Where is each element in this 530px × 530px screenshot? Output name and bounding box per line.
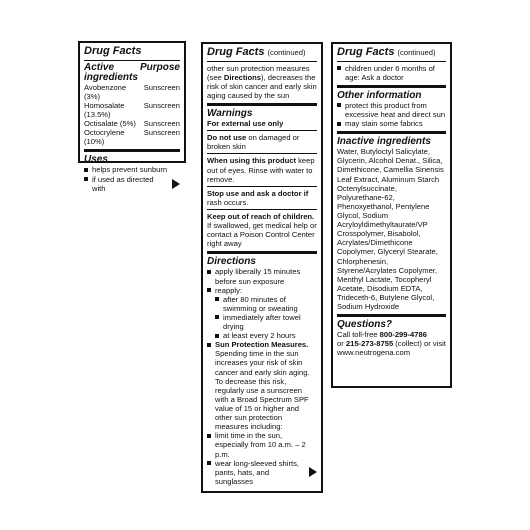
ingredient-name: Homosalate (13.5%) xyxy=(84,100,125,119)
divider xyxy=(84,60,180,61)
list-item: Sun Protection Measures. Spending time in the sun increases your risk of skin cancer and early skin aging. To decrease this risk, regularly use a sunscreen with a Broad Spectrum SPF value of 15 or higher and other sun protection measures including: xyxy=(207,340,317,431)
ingredient-name: Avobenzone (3%) xyxy=(84,82,127,101)
list-item: after 80 minutes of swimming or sweating xyxy=(215,295,317,313)
continue-arrow-icon xyxy=(172,179,180,189)
ingredient-name: Octocrylene (10%) xyxy=(84,128,125,147)
ingredient-name: Octisalate (5%) xyxy=(84,119,136,129)
ingredient-row xyxy=(84,101,180,119)
uses-title: Uses xyxy=(84,154,108,166)
list-item: limit time in the sun, especially from 10 a.m. – 2 p.m. xyxy=(207,431,317,458)
keep-out-text: Keep out of reach of children. If swallowed, get medical help or contact a Poison Control Center right away xyxy=(207,211,317,249)
questions-text: Call toll-free 800-299-4786 or 215-273-8755 (collect) or visit www.neutrogena.com xyxy=(337,330,446,358)
other-information-title: Other information xyxy=(337,89,422,101)
list-item: may stain some fabrics xyxy=(337,119,446,128)
divider xyxy=(207,209,317,210)
active-ingredients-list xyxy=(84,83,180,147)
ingredient-purpose: Sunscreen xyxy=(143,100,180,110)
stop-use-text: Stop use and ask a doctor if rash occurs. xyxy=(207,188,309,207)
uses-continued-text: other sun protection measures (see Directions), decreases the risk of skin cancer and early skin aging caused by the sun xyxy=(207,63,317,100)
list-item: wear long-sleeved shirts, pants, hats, and sunglasses xyxy=(207,459,317,486)
ingredient-purpose: Sunscreen xyxy=(143,128,180,138)
divider xyxy=(207,130,317,131)
inactive-ingredients-text: Water, Butyloctyl Salicylate, Glycerin, Alcohol Denat., Silica, Dimethicone, Camellia Sinensis Leaf Extract, Aluminum Starch Octenylsuccinate, Polyurethane-62, Phenoxyethanol, Pentylene Glycol, Sodium Acryloyldimethyltaurate/VP Crosspolymer, Bisabolol, Acrylates/Dimethicone Copolymer, Glyceryl Stearate, Chlorphenesin, Styrene/Acrylates Copolymer, Menthyl Lactate, Tocopheryl Acetate, Disodium EDTA, Trideceth-6, Butylene Glycol, Sodium Hydroxide xyxy=(337,147,444,312)
directions-title: Directions xyxy=(207,256,256,268)
divider xyxy=(207,61,317,62)
purpose-label: Purpose xyxy=(139,61,180,73)
warnings-title: Warnings xyxy=(207,108,253,120)
do-not-use-text: Do not use on damaged or broken skin xyxy=(207,133,300,152)
continue-arrow-icon xyxy=(309,467,317,477)
divider xyxy=(337,61,446,62)
list-item: children under 6 months of age: Ask a doctor xyxy=(337,64,446,82)
divider xyxy=(207,251,317,254)
list-item: helps prevent sunburn xyxy=(84,165,180,174)
ingredient-purpose: Sunscreen xyxy=(143,82,180,92)
directions-list xyxy=(207,267,317,486)
drug-facts-panel-2 xyxy=(201,42,323,493)
divider xyxy=(84,149,180,152)
divider xyxy=(207,103,317,106)
drug-facts-panel-1 xyxy=(78,41,186,193)
divider xyxy=(337,314,446,317)
external-use-text: For external use only xyxy=(207,119,284,129)
reapply-sublist xyxy=(215,295,317,341)
inactive-ingredients-title: Inactive ingredients xyxy=(337,136,431,148)
list-item: if used as directed with xyxy=(84,175,180,193)
other-information-list xyxy=(337,101,446,128)
panel-title: Drug Facts (continued) xyxy=(207,46,306,58)
children-list xyxy=(337,64,446,82)
panel-title: Drug Facts (continued) xyxy=(337,46,436,58)
when-using-text: When using this product keep out of eyes. Rinse with water to remove. xyxy=(207,156,315,184)
active-ingredients-label: Active ingredients xyxy=(84,61,138,83)
divider xyxy=(337,85,446,88)
divider xyxy=(337,131,446,134)
divider xyxy=(207,153,317,154)
panel-title: Drug Facts xyxy=(84,45,142,57)
ingredient-row xyxy=(84,83,180,101)
active-ingredients-header xyxy=(84,63,180,83)
list-item: apply liberally 15 minutes before sun exposure xyxy=(207,267,317,285)
uses-list xyxy=(84,165,180,192)
questions-title: Questions? xyxy=(337,319,393,331)
drug-facts-panel-3 xyxy=(331,42,452,388)
divider xyxy=(207,186,317,187)
list-item: reapply: after 80 minutes of swimming or sweating immediately after towel drying at least every 2 hours xyxy=(207,286,317,341)
ingredient-purpose: Sunscreen xyxy=(143,119,180,129)
ingredient-row xyxy=(84,119,180,128)
list-item: immediately after towel drying xyxy=(215,313,317,331)
ingredient-row xyxy=(84,128,180,146)
list-item: at least every 2 hours xyxy=(215,331,317,340)
list-item: protect this product from excessive heat and direct sun xyxy=(337,101,446,119)
